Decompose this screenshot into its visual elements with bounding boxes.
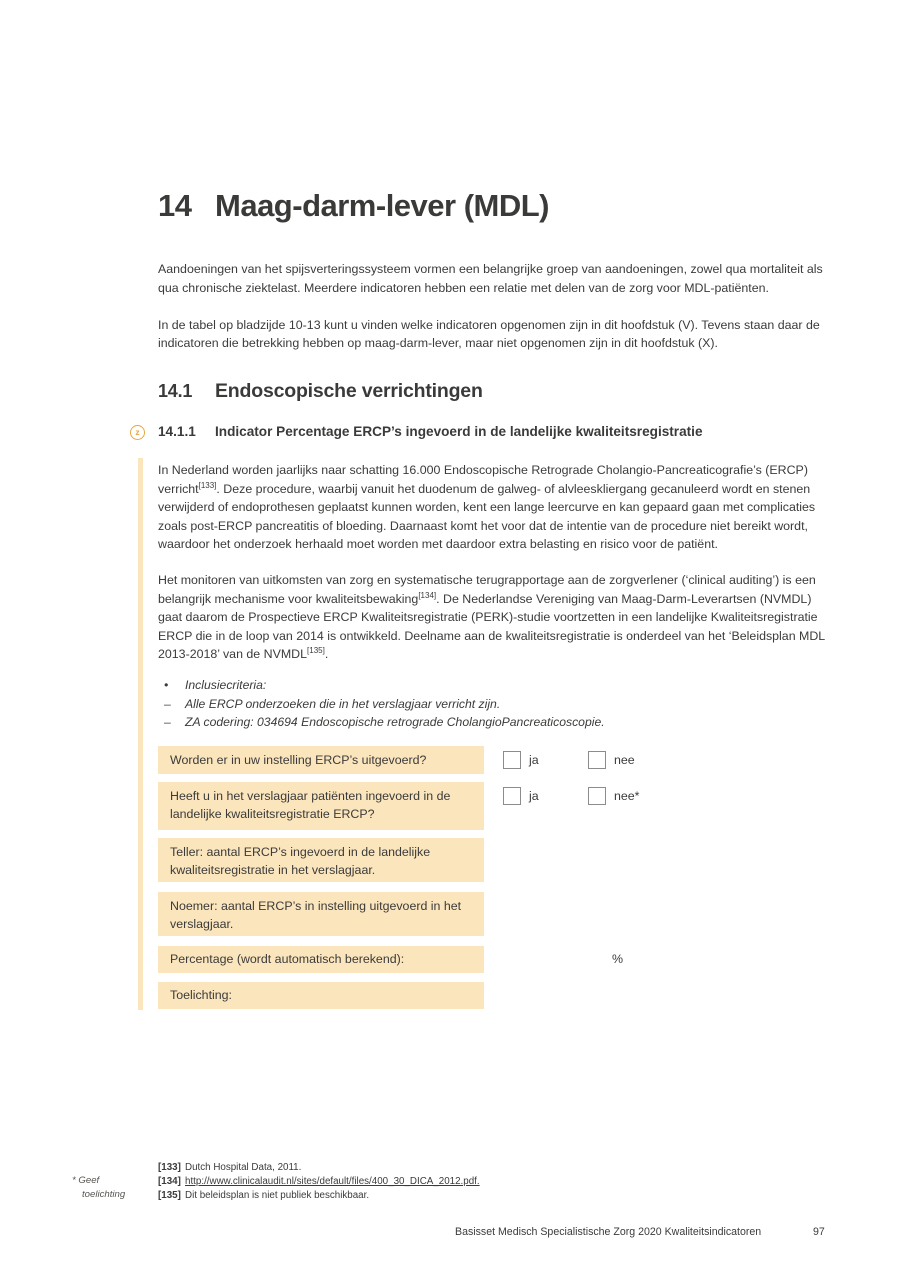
footnote-ref-133: [133]: [198, 480, 217, 490]
paragraph-text: . Deze procedure, waarbij vanuit het duodenum de galweg- of alvleeskliergang gecanuleerd wordt en stenen verwijderd of endoprothesen geplaatst kunnen worden, kent een lange leercurve en kan gepaard gaan met complicaties zoals post-ERCP pancreatitis of bloeding. Daarnaast komt het voor dat de intentie van de procedure niet bereikt wordt, waardoor het onderzoek herhaald moet worden met daardoor extra belasting en risico voor de patiënt.: [158, 481, 816, 552]
checkbox-label: ja: [529, 753, 539, 767]
hospital-indicator-icon: z: [130, 425, 145, 440]
checkbox-label: nee*: [614, 789, 640, 803]
dash-marker: –: [164, 715, 171, 730]
form-row-toelichting: [158, 982, 838, 1009]
bullet-marker: •: [164, 678, 169, 692]
intro-paragraph-2: In de tabel op bladzijde 10-13 kunt u vinden welke indicatoren opgenomen zijn in dit hoofdstuk (V). Tevens staan daar de indicatoren die betrekking hebben op maag-darm-lever, maar niet opgenomen zijn in dit hoofdstuk (X).: [158, 317, 820, 351]
footnote-number: [133]: [158, 1162, 181, 1173]
dash-marker: –: [164, 696, 171, 711]
checkbox-label: ja: [529, 789, 539, 803]
indicator-paragraph-1: [158, 461, 830, 554]
inclusion-criteria-list: [158, 676, 830, 732]
checkbox-label: nee: [614, 753, 635, 767]
checkbox-ja[interactable]: [503, 787, 521, 805]
footnotes-list: [158, 1161, 480, 1204]
footnote-text: Dit beleidsplan is niet publiek beschikbaar.: [185, 1190, 370, 1202]
margin-note-geef-toelichting: [72, 1174, 142, 1202]
section-heading: [158, 380, 483, 403]
form-row-ercp-uitgevoerd: [158, 746, 838, 774]
footnote-135: [158, 1189, 480, 1203]
option-nee: [588, 751, 635, 769]
footer-document-title: Basisset Medisch Specialistische Zorg 2020 Kwaliteitsindicatoren: [455, 1226, 762, 1238]
footnote-134: [158, 1175, 480, 1189]
paragraph-text: In Nederland worden jaarlijks naar schatting 16.000 Endoscopische Retrograde Cholangio-Pancreaticografie’s (ERCP) verricht: [158, 463, 808, 496]
paragraph-text: Het monitoren van uitkomsten van zorg en systematische terugrapportage aan de zorgverlener (‘clinical auditing’) is een belangrijk mechanisme voor kwaliteitsbewaking: [158, 573, 816, 606]
footnote-ref-134: [134]: [418, 590, 437, 600]
footnote-ref-135: [135]: [307, 646, 325, 656]
subsection-number: 14.1.1: [158, 424, 196, 439]
question-label: Worden er in uw instelling ERCP’s uitgevoerd?: [158, 746, 484, 774]
checkbox-nee[interactable]: [588, 751, 606, 769]
percentage-label: Percentage (wordt automatisch berekend):: [158, 946, 484, 973]
intro-paragraph-1: Aandoeningen van het spijsverteringssysteem vormen een belangrijke groep van aandoeningen, zowel qua mortaliteit als qua chronische ziektelast. Meerdere indicatoren hebben een relatie met delen van de zorg voor MDL-patiënten.: [158, 262, 823, 295]
list-item: [158, 713, 830, 732]
percent-sign: %: [612, 952, 624, 966]
list-item: [158, 676, 830, 695]
section-number: 14.1: [158, 381, 193, 401]
section-title: Endoscopische verrichtingen: [215, 380, 483, 402]
list-item-text: Alle ERCP onderzoeken die in het verslagjaar verricht zijn.: [185, 696, 501, 711]
list-item-text: ZA codering: 034694 Endoscopische retrograde CholangioPancreaticoscopie.: [185, 715, 605, 730]
footnote-link[interactable]: http://www.clinicalaudit.nl/sites/default/files/400_30_DICA_2012.pdf.: [185, 1176, 480, 1188]
paragraph-text: .: [324, 647, 329, 662]
footer-page-number: 97: [813, 1226, 825, 1238]
subsection-title: Indicator Percentage ERCP’s ingevoerd in de landelijke kwaliteitsregistratie: [215, 424, 703, 439]
subsection-heading: [158, 424, 703, 439]
chapter-number: 14: [158, 188, 192, 223]
footnote-number: [134]: [158, 1176, 181, 1188]
teller-label: Teller: aantal ERCP’s ingevoerd in de landelijke kwaliteitsregistratie in het verslagjaar.: [158, 838, 484, 882]
indicator-paragraph-2: [158, 571, 830, 664]
indicator-accent-bar: [138, 458, 143, 1010]
footnote-number: [135]: [158, 1190, 181, 1202]
checkbox-ja[interactable]: [503, 751, 521, 769]
footnote-text: Dutch Hospital Data, 2011.: [185, 1162, 302, 1173]
option-nee: [588, 787, 640, 805]
paragraph-text: . De Nederlandse Vereniging van Maag-Darm-Leverartsen (NVMDL) gaat daarom de Prospectieve ERCP Kwaliteitsregistratie (PERK)-studie voortzetten in een landelijke Kwaliteitsregistratie ERCP die in de loop van 2014 is ontwikkeld. Deelname aan de kwaliteitsregistratie is onderdeel van het ‘Beleidsplan MDL 2013-2018’ van de NVMDL: [158, 591, 825, 662]
list-item: [158, 695, 830, 714]
footnote-133: [158, 1161, 480, 1175]
option-ja: [503, 751, 539, 769]
margin-note-line: * Geef: [72, 1175, 100, 1186]
chapter-title-text: Maag-darm-lever (MDL): [215, 188, 549, 223]
form-row-teller: [158, 838, 838, 882]
question-label: Heeft u in het verslagjaar patiënten ingevoerd in de landelijke kwaliteitsregistratie ERCP?: [158, 782, 484, 830]
form-row-kwaliteitsregistratie: [158, 782, 838, 830]
form-row-noemer: [158, 892, 838, 936]
noemer-label: Noemer: aantal ERCP’s in instelling uitgevoerd in het verslagjaar.: [158, 892, 484, 936]
margin-note-line: toelichting: [82, 1189, 126, 1200]
chapter-title: [158, 188, 549, 224]
option-ja: [503, 787, 539, 805]
list-item-text: Inclusiecriteria:: [185, 678, 267, 692]
toelichting-label: Toelichting:: [158, 982, 484, 1009]
intro-section: [158, 260, 830, 372]
checkbox-nee[interactable]: [588, 787, 606, 805]
form-row-percentage: [158, 946, 838, 973]
